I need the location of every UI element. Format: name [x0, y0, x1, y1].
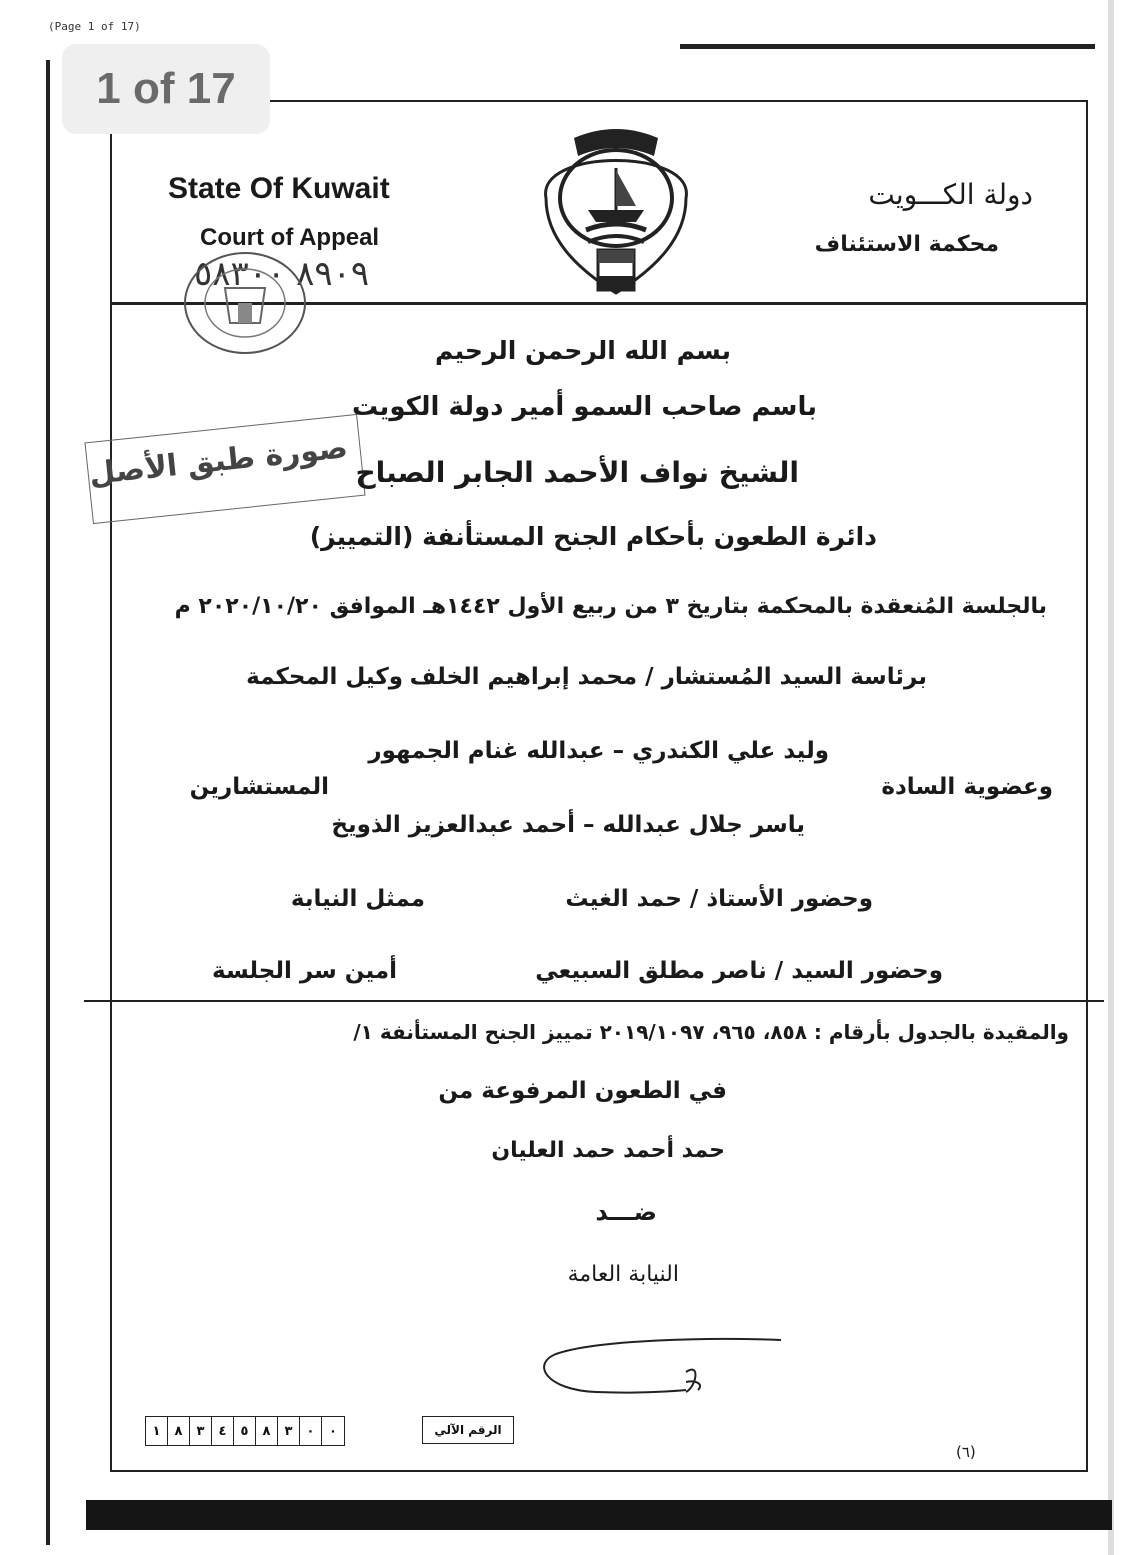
page-badge: 1 of 17 — [62, 44, 270, 134]
presidency-title: وكيل المحكمة — [246, 664, 403, 690]
top-rule — [680, 44, 1095, 49]
emir-name: الشيخ نواف الأحمد الجابر الصباح — [355, 456, 799, 489]
auto-number-digit: ٥ — [234, 1417, 256, 1445]
page-number: (٦) — [956, 1443, 976, 1461]
signature — [536, 1332, 786, 1412]
respondent-name: النيابة العامة — [567, 1262, 679, 1287]
auto-number-digit: ٨ — [256, 1417, 278, 1445]
body-divider — [84, 1000, 1104, 1002]
auto-number-digit: ٤ — [212, 1417, 234, 1445]
members-label: وعضوية السادة — [881, 774, 1053, 800]
auto-number-table — [145, 1416, 345, 1446]
members-title: المستشارين — [189, 774, 329, 800]
kuwait-emblem-icon — [526, 118, 706, 298]
appeals-from: في الطعون المرفوعة من — [438, 1078, 727, 1104]
clerk: وحضور السيد / ناصر مطلق السبيعي — [535, 958, 943, 984]
auto-number-digit: ٨ — [168, 1417, 190, 1445]
in-the-name: باسم صاحب السمو أمير دولة الكويت — [352, 392, 817, 422]
court-seal — [180, 248, 310, 358]
auto-number-label: الرقم الآلي — [422, 1416, 514, 1444]
page-indicator: (Page 1 of 17) — [48, 20, 141, 33]
auto-number-digit: ٠ — [300, 1417, 322, 1445]
auto-number-digit: ٠ — [329, 1423, 337, 1439]
court-title-ar: محكمة الاستئناف — [814, 232, 999, 257]
state-title-en: State Of Kuwait — [168, 172, 390, 205]
page-edge — [1108, 0, 1114, 1555]
prosecutor-title: ممثل النيابة — [290, 886, 425, 912]
certified-copy-stamp-text: صورة طبق الأصل — [87, 430, 350, 493]
scan-bottom-band — [86, 1500, 1112, 1530]
members-line-2: ياسر جلال عبدالله – أحمد عبدالعزيز الذويخ — [331, 812, 805, 838]
presidency: برئاسة السيد المُستشار / محمد إبراهيم الخلف — [409, 664, 927, 690]
auto-number-digit: ٣ — [190, 1417, 212, 1445]
members-line-1: وليد علي الكندري – عبدالله غنام الجمهور — [368, 738, 829, 764]
handwritten-number: ٨٩٠٩ ٥٨٣٠٠ — [194, 254, 370, 294]
registered-numbers: والمقيدة بالجدول بأرقام : ٨٥٨، ٩٦٥، ٢٠١٩/١٠٩٧ تمييز الجنح المستأنفة ١/ — [353, 1020, 1069, 1044]
state-title-ar: دولة الكـــويت — [868, 178, 1033, 211]
clerk-title: أمين سر الجلسة — [212, 958, 397, 984]
circuit-title: دائرة الطعون بأحكام الجنح المستأنفة (التمييز) — [309, 522, 877, 551]
auto-number-digit: ٣ — [278, 1417, 300, 1445]
auto-number-digit: ١ — [146, 1417, 168, 1445]
court-title-en: Court of Appeal — [200, 224, 380, 251]
against-label: ضـــد — [595, 1198, 657, 1226]
appellant-name: حمد أحمد حمد العليان — [491, 1138, 725, 1163]
session-date: بالجلسة المُنعقدة بالمحكمة بتاريخ ٣ من ربيع الأول ١٤٤٢هـ الموافق ٢٠٢٠/١٠/٢٠ م — [174, 594, 1047, 619]
prosecutor: وحضور الأستاذ / حمد الغيث — [565, 886, 873, 912]
basmala: بسم الله الرحمن الرحيم — [435, 336, 731, 365]
left-margin-rule — [46, 60, 50, 1545]
